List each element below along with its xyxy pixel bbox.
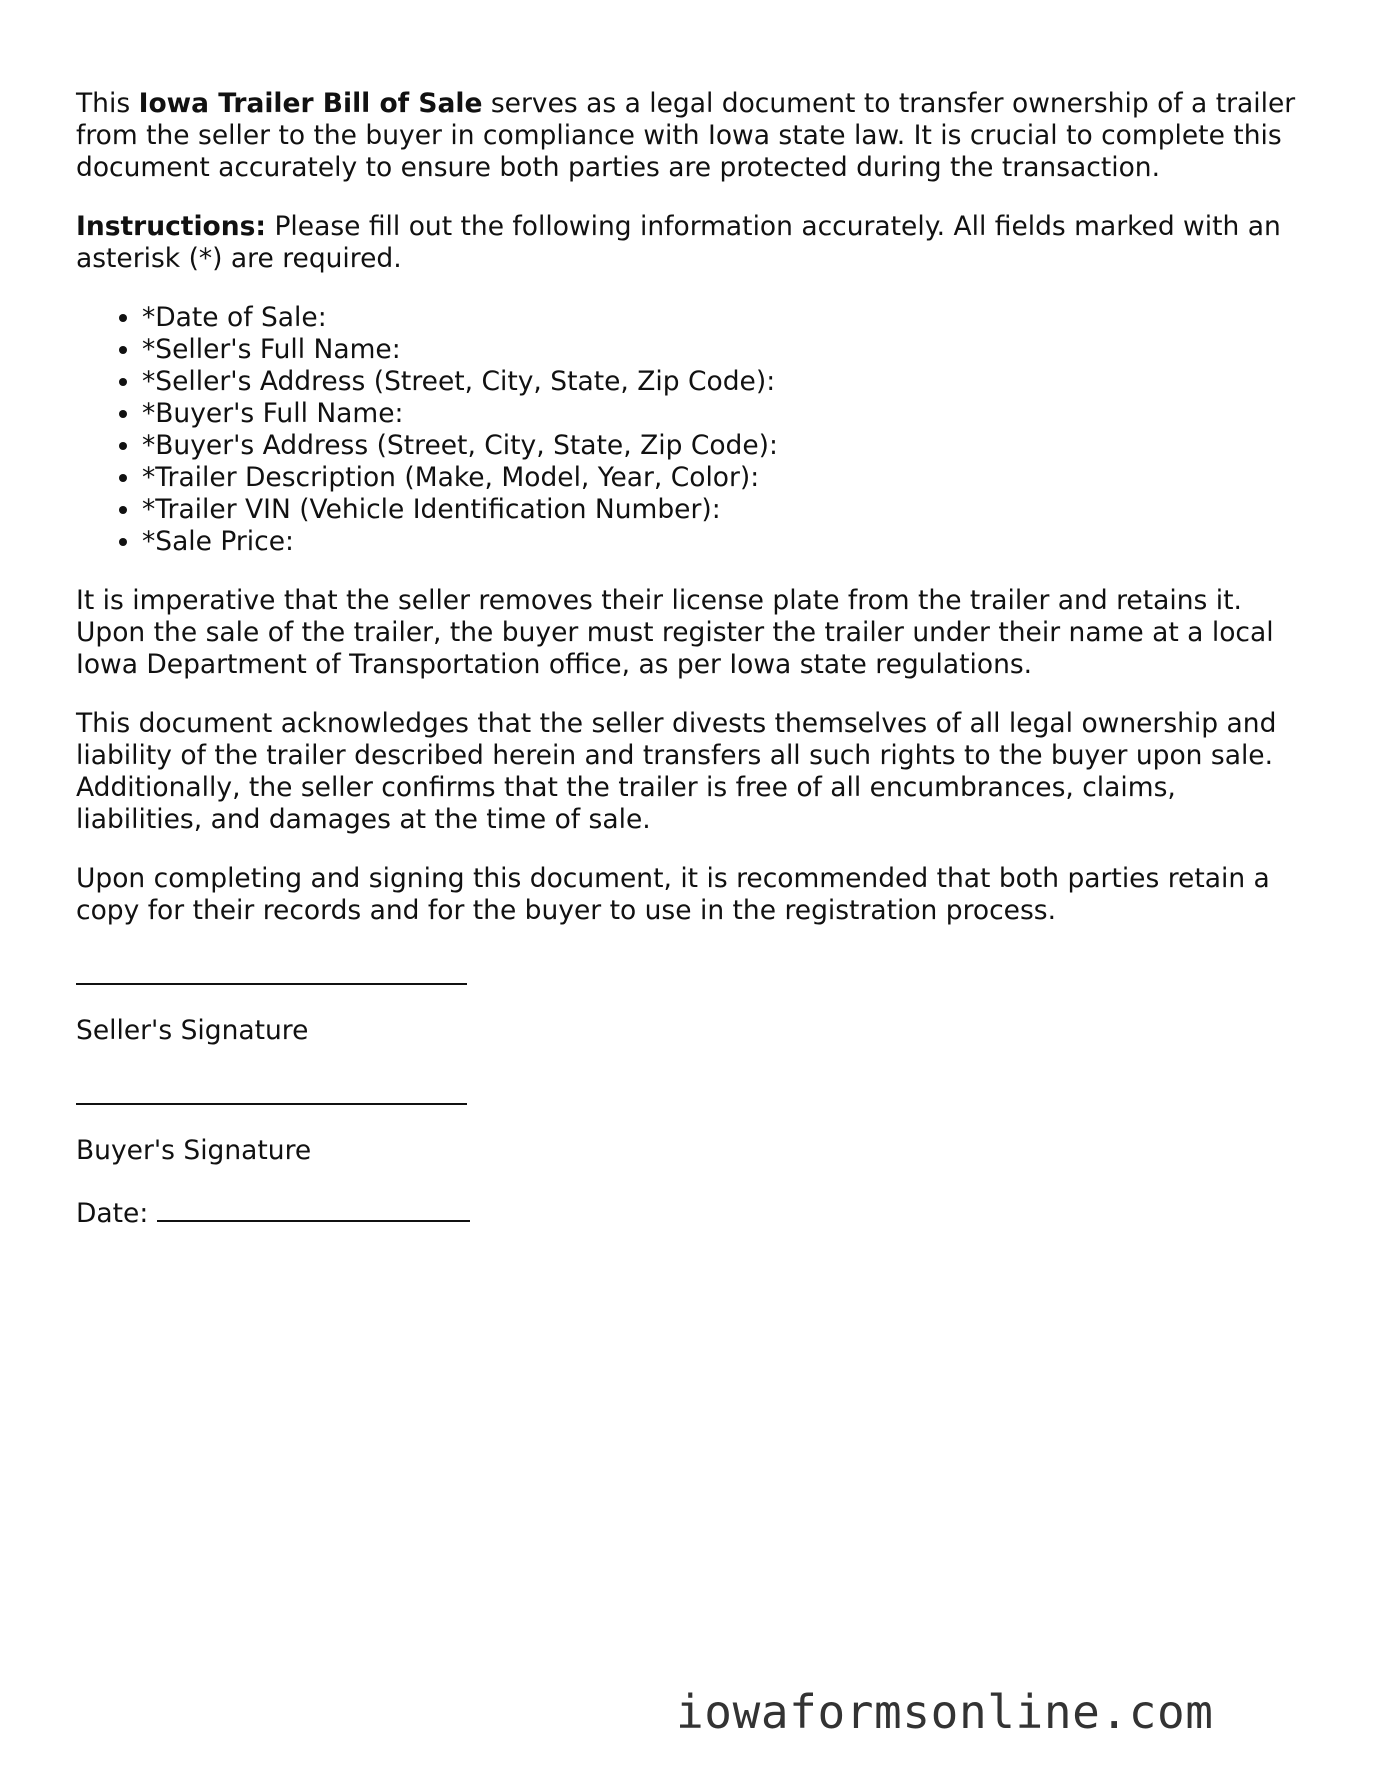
field-seller-address: • *Seller's Address (Street, City, State, Zip Code):	[142, 366, 1306, 398]
intro-paragraph	[76, 88, 1306, 184]
seller-signature-label: Seller's Signature	[76, 1015, 309, 1046]
signature-block	[76, 957, 1306, 1230]
field-buyer-name: • *Buyer's Full Name:	[142, 398, 1306, 430]
acknowledgment-paragraph: This document acknowledges that the seller divests themselves of all legal ownership and liability of the trailer described herein and transfers all such rights to the buyer upon sale. Additionally, the seller confirms that the trailer is free of all encumbrances, claims, liabilities, and damages at the time of sale.	[76, 708, 1277, 835]
field-trailer-description: • *Trailer Description (Make, Model, Year, Color):	[142, 462, 1306, 494]
field-trailer-vin: • *Trailer VIN (Vehicle Identification Number):	[142, 494, 1306, 526]
seller-signature-line[interactable]	[76, 957, 1306, 989]
footer-website: iowaformsonline.com	[676, 1685, 1214, 1739]
date-line[interactable]	[157, 1194, 470, 1222]
instructions-paragraph	[76, 211, 1306, 275]
field-seller-name: • *Seller's Full Name:	[142, 334, 1306, 366]
instructions-label: Instructions:	[76, 211, 267, 242]
intro-text: serves as a legal document to transfer ownership of a trailer from the seller to the buyer in compliance with Iowa state law. It is crucial to complete this document accurately to ensure both parties are protected during the transaction.	[76, 88, 1296, 183]
field-buyer-address: • *Buyer's Address (Street, City, State, Zip Code):	[142, 430, 1306, 462]
document-title: Iowa Trailer Bill of Sale	[138, 88, 483, 119]
retain-copy-paragraph: Upon completing and signing this document, it is recommended that both parties retain a copy for their records and for the buyer to use in the registration process.	[76, 863, 1270, 926]
seller-signature-rule	[76, 957, 467, 985]
document-body	[76, 88, 1306, 1230]
field-date-of-sale: • *Date of Sale:	[142, 302, 1306, 334]
buyer-signature-line[interactable]	[76, 1077, 1306, 1109]
date-row	[76, 1194, 1306, 1230]
field-sale-price: • *Sale Price:	[142, 526, 1306, 558]
buyer-signature-rule	[76, 1077, 467, 1105]
required-fields-list	[76, 302, 1306, 558]
buyer-signature-label: Buyer's Signature	[76, 1135, 312, 1166]
date-label: Date:	[76, 1198, 157, 1229]
intro-prefix: This	[76, 88, 139, 119]
instructions-text: Please fill out the following information accurately. All fields marked with an asterisk (*) are required.	[76, 211, 1281, 274]
license-plate-paragraph: It is imperative that the seller removes their license plate from the trailer and retains it. Upon the sale of the trailer, the buyer must register the trailer under their name at a local Iowa Department of Transportation office, as per Iowa state regulations.	[76, 585, 1274, 680]
